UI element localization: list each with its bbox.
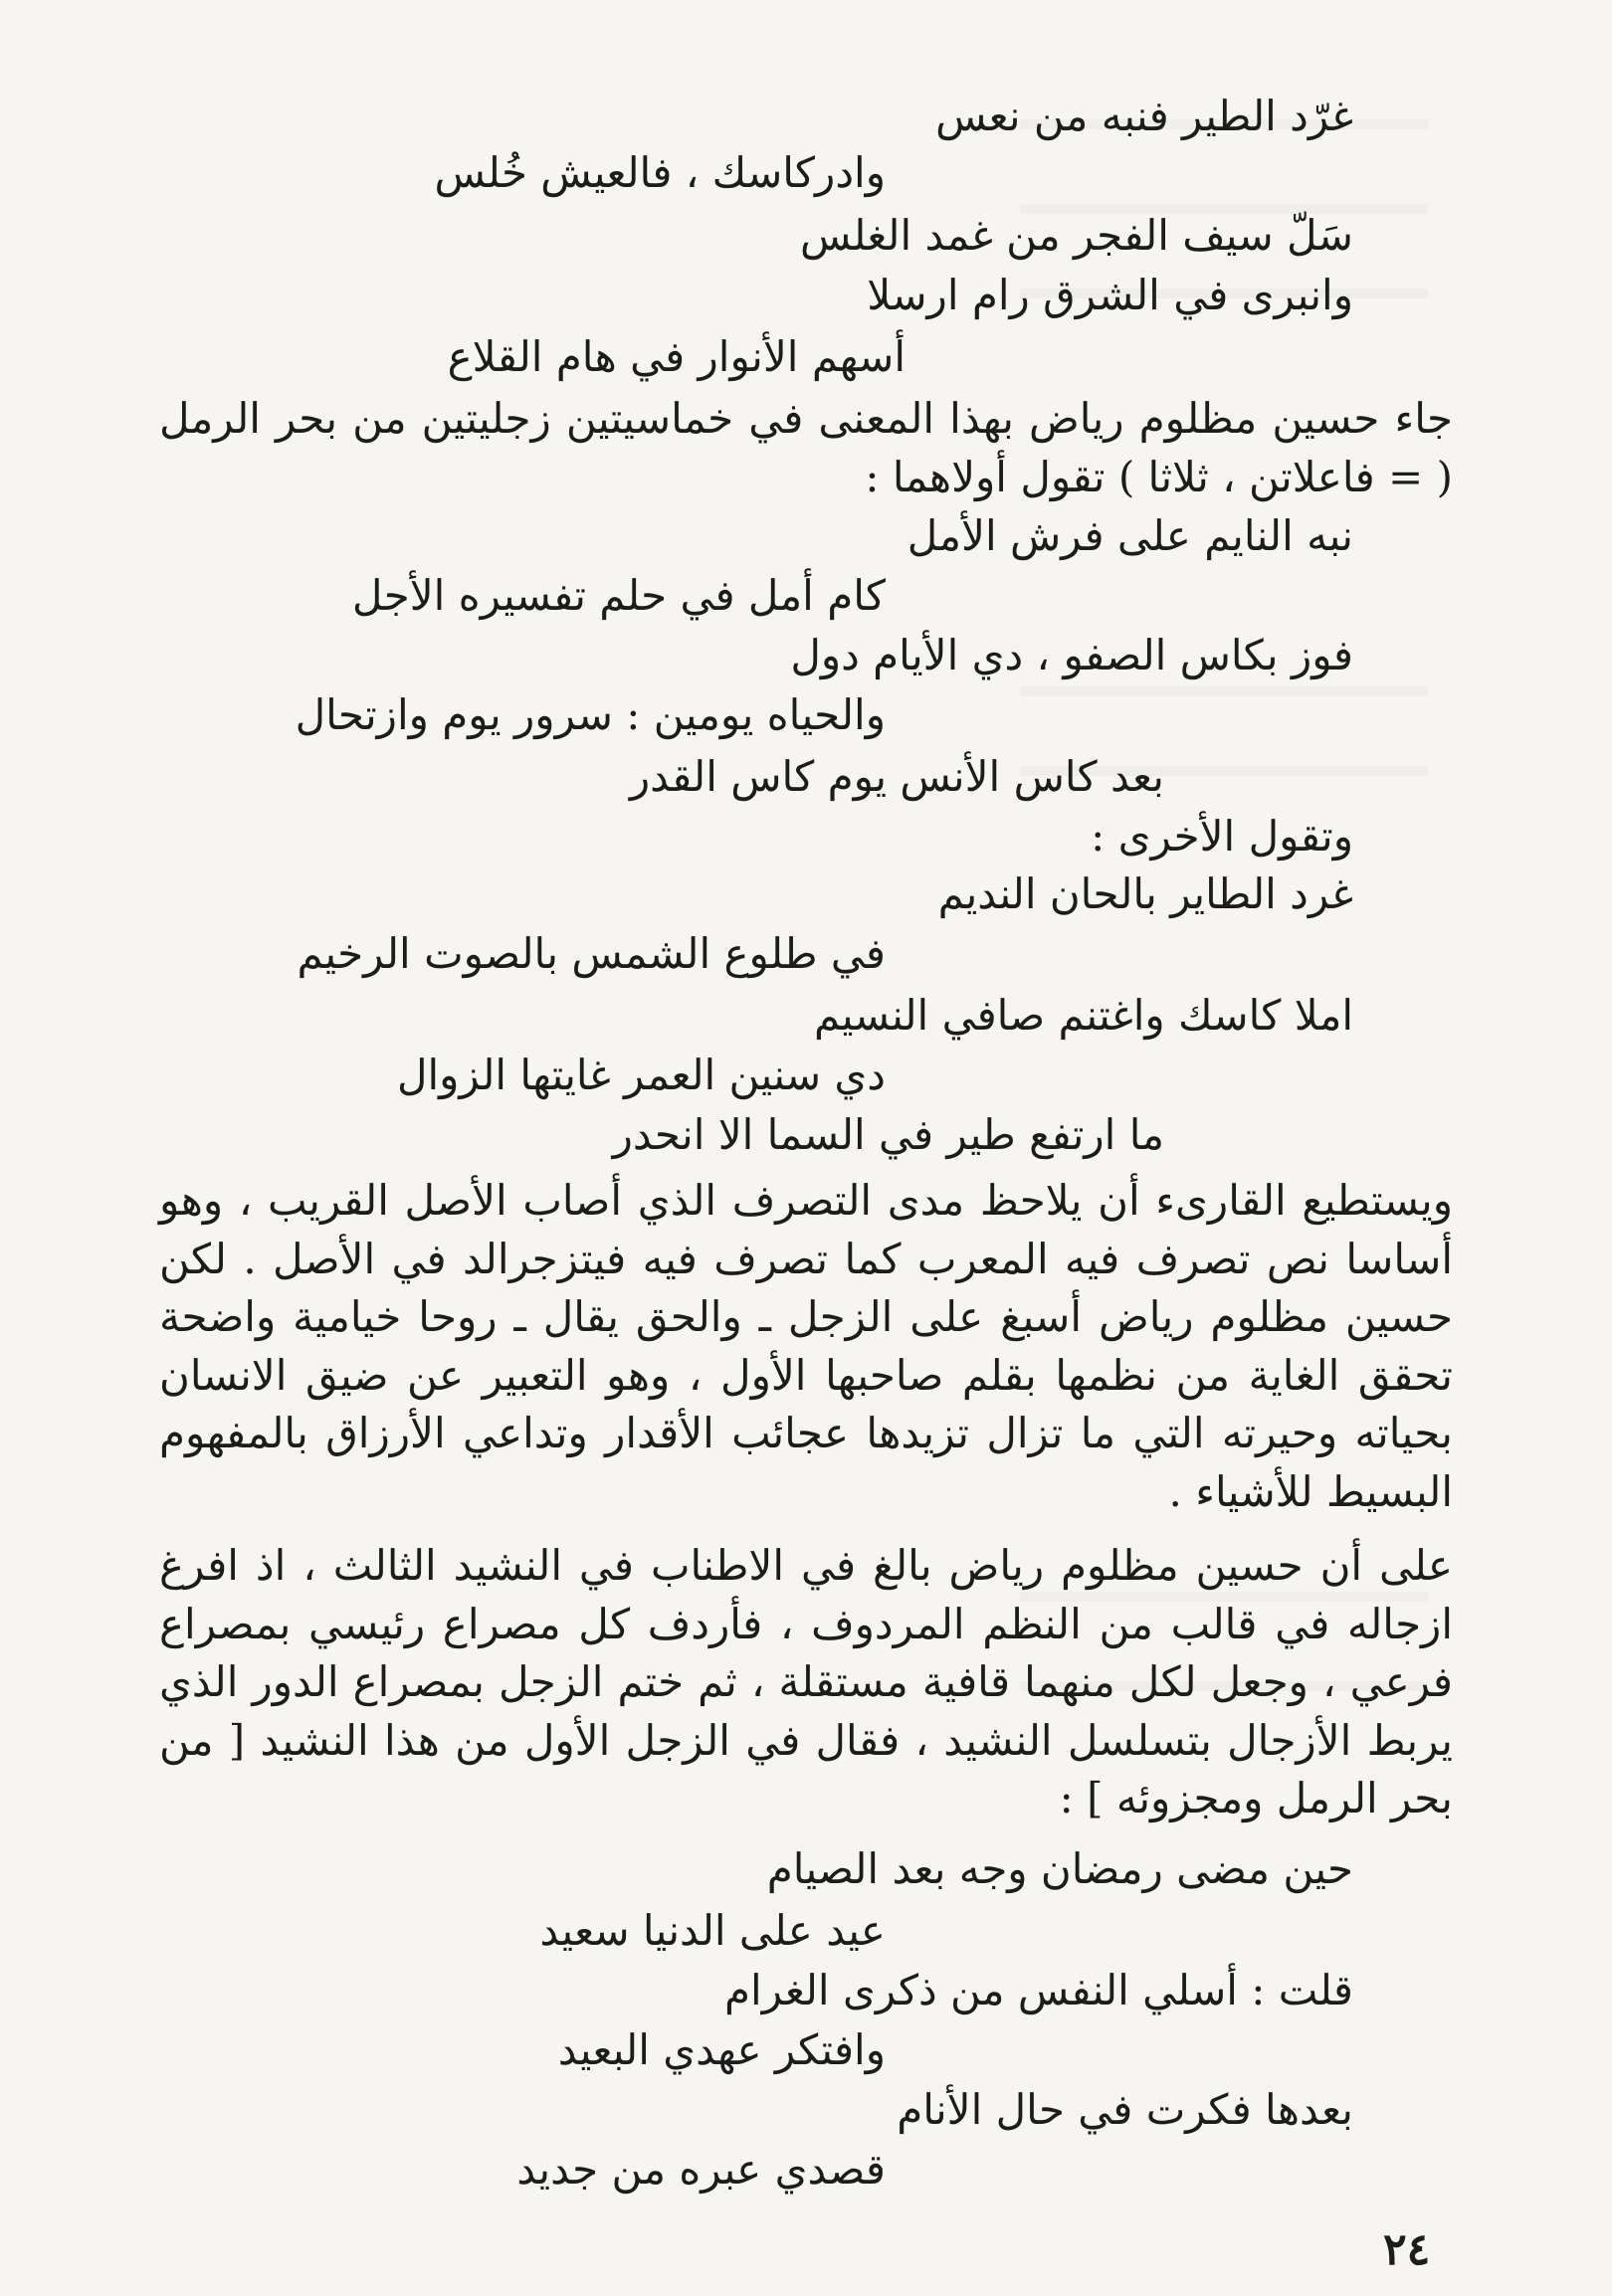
intro-paragraph: جاء حسين مظلوم رياض بهذا المعنى في خماسيتين زجليتين من بحر الرمل ( = فاعلاتن ، ثلاثا ) تقول أولاهما : [159,394,1453,501]
section-intro: وتقول الأخرى : [1091,812,1353,861]
verse-line: بعدها فكرت في حال الأنام [897,2085,1353,2134]
verse-line: قصدي عبره من جديد [516,2145,886,2194]
verse-line: نبه النايم على فرش الأمل [907,511,1353,560]
verse-line: عيد على الدنيا سعيد [539,1906,886,1955]
verse-line: غرد الطاير بالحان النديم [937,869,1353,918]
verse-line: والحياه يومين : سرور يوم وازتحال [295,690,886,739]
verse-line: حين مضى رمضان وجه بعد الصيام [766,1844,1353,1893]
verse-line: قلت : أسلي النفس من ذكرى الغرام [724,1966,1353,2014]
verse-line: في طلوع الشمس بالصوت الرخيم [297,929,886,978]
verse-line: سَلّ سيف الفجر من غمد الغلس [799,211,1353,260]
verse-line: كام أمل في حلم تفسيره الأجل [351,571,886,620]
verse-line: ما ارتفع طير في السما الا انحدر [612,1110,1164,1159]
bleed-through [1020,686,1428,696]
body-paragraph: ويستطيع القارىء أن يلاحظ مدى التصرف الذي أصاب الأصل القريب ، وهو أساسا نص تصرف فيه المعرب كما تصرف فيه فيتزجرالد في الأصل . لكن حسين مظلوم رياض أسبغ على الزجل ـ والحق يقال ـ روحا خيامية واضحة تحقق الغاية من نظمها بقلم صاحبها الأول ، وهو التعبير عن ضيق الانسان بحياته وحيرته التي ما تزال تزيدها عجائب الأقدار وتداعي الأرزاق بالمفهوم البسيط للأشياء . [159,1176,1453,1516]
verse-line: بعد كاس الأنس يوم كاس القدر [629,752,1164,801]
body-paragraph: على أن حسين مظلوم رياض بالغ في الاطناب في النشيد الثالث ، اذ افرغ ازجاله في قالب من النظم المردوف ، فأردف كل مصراع رئيسي بمصراع فرعي ، وجعل لكل منهما قافية مستقلة ، ثم ختم الزجل بمصراع الدور الذي يربط الأزجال بتسلسل النشيد ، فقال في الزجل الأول من هذا النشيد [ من بحر الرمل ومجزوئه ] : [159,1541,1453,1822]
verse-line: أسهم الأنوار في هام القلاع [447,332,906,381]
verse-line: فوز بكاس الصفو ، دي الأيام دول [790,631,1353,679]
page-number: ٢٤ [1383,2224,1431,2275]
verse-line: املا كاسك واغتنم صافي النسيم [813,991,1353,1040]
verse-line: غرّد الطير فنبه من نعس [935,92,1353,140]
verse-line: وانبرى في الشرق رام ارسلا [867,271,1353,319]
verse-line: وافتكر عهدي البعيد [557,2025,886,2074]
verse-line: دي سنين العمر غايتها الزوال [396,1051,886,1099]
verse-line: وادركاسك ، فالعيش خُلس [434,148,886,197]
